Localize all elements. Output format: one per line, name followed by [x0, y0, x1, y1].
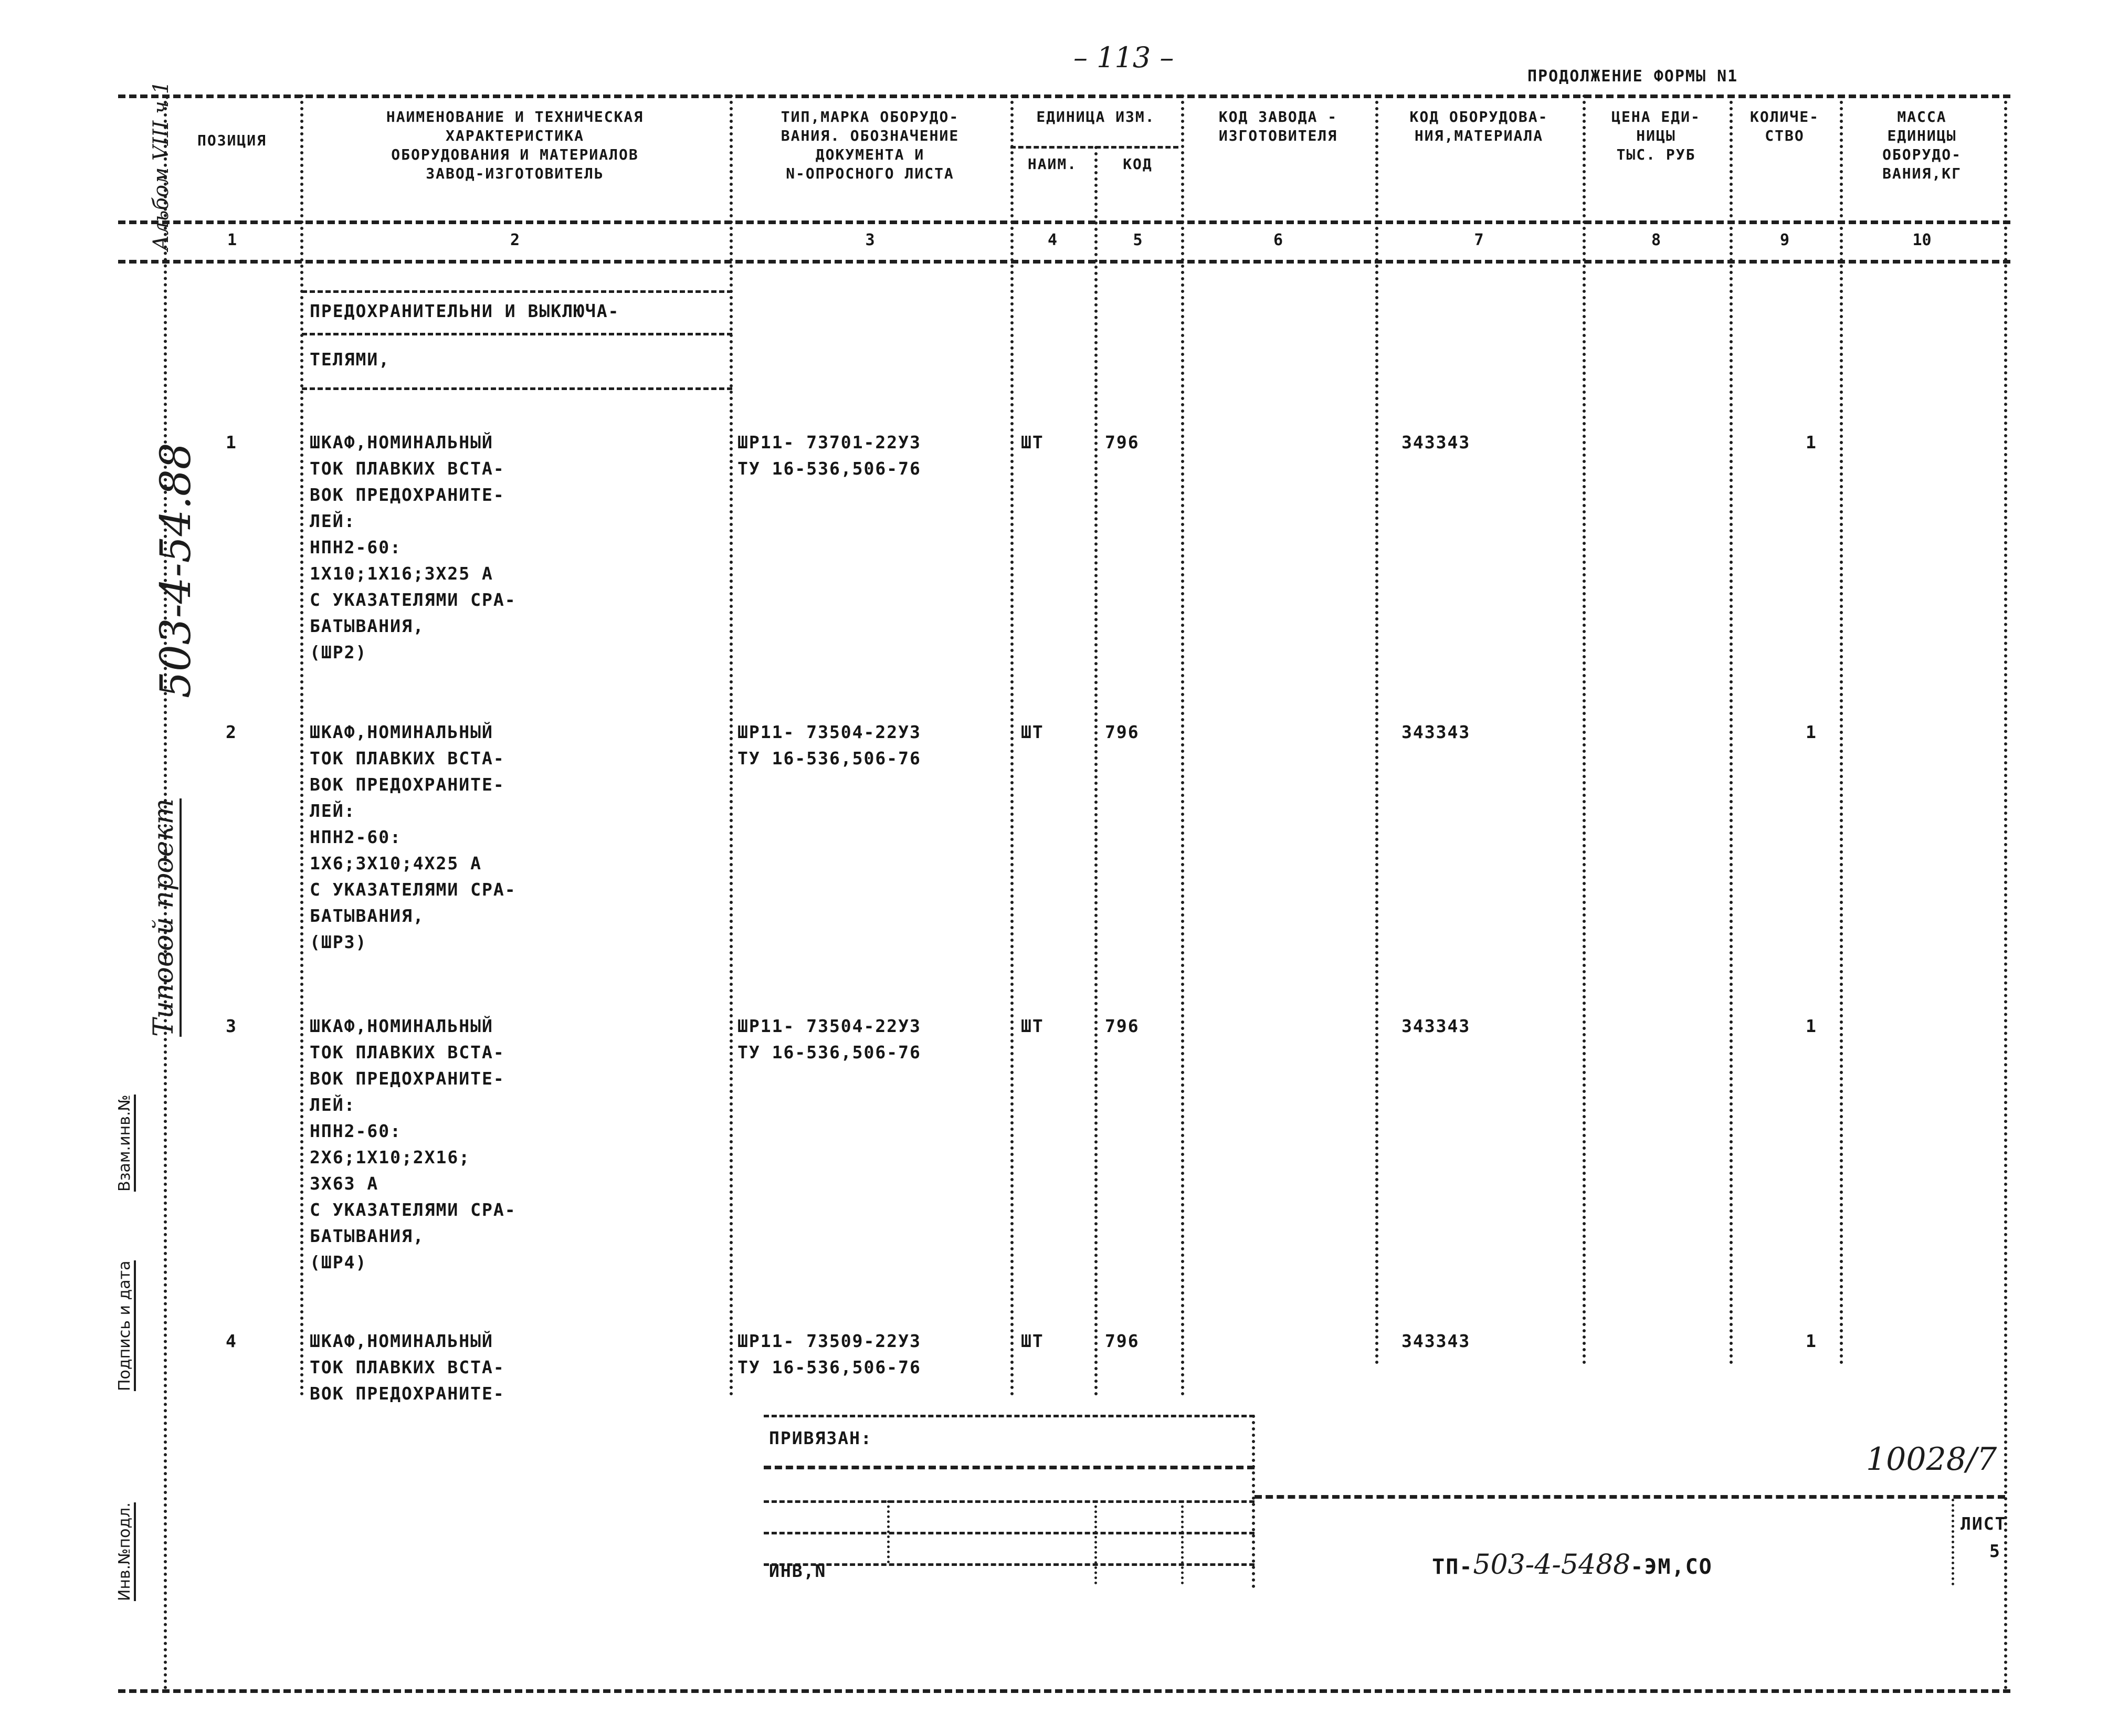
header-unit-price: ЦЕНА ЕДИ- НИЦЫ ТЫС. РУБ [1611, 108, 1701, 163]
row-type: ШР11- 73509-22У3 [737, 1331, 921, 1351]
row-unit-code: 796 [1105, 432, 1140, 453]
stamp-inv-label: ИНВ,N [769, 1561, 827, 1581]
section-title-line-2: ТЕЛЯМИ, [310, 349, 391, 370]
col-divider-4 [1094, 146, 1098, 1396]
row-material-code: 343343 [1401, 432, 1471, 453]
section-title-line-1: ПРЕДОХРАНИТЕЛЬНИ И ВЫКЛЮЧА- [310, 301, 620, 321]
row-name-line: ВОК ПРЕДОХРАНИТЕ- [310, 774, 505, 795]
col-divider-3 [1010, 94, 1014, 1396]
drawing-number [1407, 1525, 1713, 1581]
col-divider-8 [1730, 94, 1733, 1365]
row-name-line: БАТЫВАНИЯ, [310, 616, 425, 636]
page-number: – 113 – [1073, 41, 1174, 74]
header-material-code: КОД ОБОРУДОВА- НИЯ,МАТЕРИАЛА [1409, 108, 1548, 144]
col-divider-6 [1375, 94, 1378, 1365]
swap-inv-label: Взам.инв.№ [115, 1095, 136, 1192]
row-name-line: ШКАФ,НОМИНАЛЬНЫЙ [310, 722, 493, 742]
row-name-line: ЛЕЙ: [310, 801, 356, 821]
table-top-border [118, 94, 2010, 98]
row-name-line: ВОК ПРЕДОХРАНИТЕ- [310, 1068, 505, 1089]
row-position: 4 [226, 1331, 237, 1351]
header-type: ТИП,МАРКА ОБОРУДО- ВАНИЯ. ОБОЗНАЧЕНИЕ ДОКУМЕНТА И N-ОПРОСНОГО ЛИСТА [781, 108, 960, 182]
col-divider-2 [730, 94, 733, 1396]
row-name-line: ЛЕЙ: [310, 1095, 356, 1115]
header-name: НАИМЕНОВАНИЕ И ТЕХНИЧЕСКАЯ ХАРАКТЕРИСТИКА ОБОРУДОВАНИЯ И МАТЕРИАЛОВ ЗАВОД-ИЗГОТОВИТЕЛЬ [386, 108, 644, 182]
stamp-attached-label: ПРИВЯЗАН: [769, 1428, 872, 1448]
header-factory-code: КОД ЗАВОДА - ИЗГОТОВИТЕЛЯ [1218, 108, 1338, 144]
inv-orig-label: Инв.№подл. [115, 1502, 136, 1601]
row-name-line: ВОК ПРЕДОХРАНИТЕ- [310, 1383, 505, 1404]
row-quantity: 1 [1806, 1016, 1817, 1036]
drawing-code: 503-4-5488 [1473, 1549, 1631, 1581]
row-name-line: С УКАЗАТЕЛЯМИ СРА- [310, 879, 517, 900]
row-type: ШР11- 73504-22У3 [737, 1016, 921, 1036]
stamp-col-3 [1181, 1500, 1184, 1584]
row-name-line: ТОК ПЛАВКИХ ВСТА- [310, 1357, 505, 1377]
section-title-top-line [302, 290, 732, 293]
row-name-line: (ШР4) [310, 1252, 367, 1272]
col-number-3: 3 [865, 231, 875, 249]
row-name-line: ЛЕЙ: [310, 511, 356, 531]
sheet-number: 5 [1989, 1541, 2001, 1561]
row-name-line: ШКАФ,НОМИНАЛЬНЫЙ [310, 1016, 493, 1036]
section-title-bottom-line [302, 387, 732, 390]
stamp-col-2 [1094, 1500, 1097, 1584]
row-quantity: 1 [1806, 432, 1817, 453]
col-divider-1 [300, 94, 303, 1396]
row-name-line: НПН2-60: [310, 1121, 402, 1141]
column-numbers-bottom-line [118, 260, 2010, 264]
row-type: ШР11- 73701-22У3 [737, 432, 921, 453]
row-name-line: (ШР2) [310, 642, 367, 662]
col-number-6: 6 [1273, 231, 1283, 249]
row-unit-code: 796 [1105, 1331, 1140, 1351]
stamp-top-line [764, 1415, 1255, 1417]
row-type-spec: ТУ 16-536,506-76 [737, 458, 921, 479]
header-mass: МАССА ЕДИНИЦЫ ОБОРУДО- ВАНИЯ,КГ [1882, 108, 1962, 182]
row-name-line: 1X6;3X10;4X25 А [310, 853, 482, 874]
row-quantity: 1 [1806, 722, 1817, 742]
row-type-spec: ТУ 16-536,506-76 [737, 1357, 921, 1377]
col-number-7: 7 [1474, 231, 1484, 249]
typical-project-label: Типовой проект [148, 798, 182, 1037]
row-name-line: ТОК ПЛАВКИХ ВСТА- [310, 458, 505, 479]
left-frame-line [164, 94, 167, 1690]
row-unit: ШТ [1021, 1331, 1044, 1351]
header-position: ПОЗИЦИЯ [197, 132, 267, 149]
row-type-spec: ТУ 16-536,506-76 [737, 748, 921, 769]
row-name-line: ШКАФ,НОМИНАЛЬНЫЙ [310, 1331, 493, 1351]
album-label: Альбом VIII ч.1 [149, 81, 173, 251]
col-number-4: 4 [1047, 231, 1058, 249]
row-name-line: С УКАЗАТЕЛЯМИ СРА- [310, 1200, 517, 1220]
row-name-line: НПН2-60: [310, 827, 402, 847]
row-name-line: ТОК ПЛАВКИХ ВСТА- [310, 748, 505, 769]
col-divider-5 [1181, 94, 1184, 1396]
row-name-line: ШКАФ,НОМИНАЛЬНЫЙ [310, 432, 493, 453]
row-material-code: 343343 [1401, 1331, 1471, 1351]
row-position: 2 [226, 722, 237, 742]
row-name-line: С УКАЗАТЕЛЯМИ СРА- [310, 590, 517, 610]
form-continuation: ПРОДОЛЖЕНИЕ ФОРМЫ N1 [1527, 67, 1738, 86]
row-name-line: 1X10;1X16;3X25 А [310, 563, 493, 584]
title-block-line [1255, 1495, 2005, 1499]
row-name-line: БАТЫВАНИЯ, [310, 906, 425, 926]
stamp-col-1 [887, 1500, 890, 1563]
header-unit-code: КОД [1123, 155, 1153, 173]
registration-number: 10028/7 [1866, 1441, 1997, 1478]
col-number-9: 9 [1779, 231, 1790, 249]
row-material-code: 343343 [1401, 722, 1471, 742]
col-number-2: 2 [510, 231, 520, 249]
col-number-1: 1 [227, 231, 237, 249]
header-unit-name: НАИМ. [1027, 155, 1078, 173]
col-number-10: 10 [1912, 231, 1932, 249]
row-type-spec: ТУ 16-536,506-76 [737, 1042, 921, 1062]
header-bottom-line [118, 220, 2010, 224]
row-unit: ШТ [1021, 722, 1044, 742]
signature-date-label: Подпись и дата [115, 1261, 136, 1392]
row-name-line: 2X6;1X10;2X16; [310, 1147, 471, 1167]
project-code-side: 503-4-54.88 [151, 443, 200, 698]
row-unit: ШТ [1021, 1016, 1044, 1036]
header-quantity: КОЛИЧЕ- СТВО [1749, 108, 1819, 144]
stamp-col-4 [1252, 1415, 1255, 1588]
sheet-label: ЛИСТ [1961, 1513, 2007, 1534]
drawing-prefix: ТП- [1432, 1555, 1473, 1579]
row-name-line: ВОК ПРЕДОХРАНИТЕ- [310, 485, 505, 505]
drawing-suffix: -ЭМ,СО [1630, 1555, 1713, 1579]
row-unit-code: 796 [1105, 1016, 1140, 1036]
row-material-code: 343343 [1401, 1016, 1471, 1036]
sheet-box-line [1952, 1499, 1954, 1585]
col-number-5: 5 [1133, 231, 1143, 249]
right-frame-line [2004, 94, 2007, 1690]
row-name-line: НПН2-60: [310, 537, 402, 557]
row-type: ШР11- 73504-22У3 [737, 722, 921, 742]
row-unit: ШТ [1021, 432, 1044, 453]
row-position: 3 [226, 1016, 237, 1036]
section-title-mid-line [302, 333, 732, 335]
row-unit-code: 796 [1105, 722, 1140, 742]
row-name-line: ТОК ПЛАВКИХ ВСТА- [310, 1042, 505, 1062]
row-position: 1 [226, 432, 237, 453]
col-divider-9 [1840, 94, 1843, 1365]
row-name-line: (ШР3) [310, 932, 367, 952]
col-divider-7 [1583, 94, 1586, 1365]
table-bottom-border [118, 1689, 2010, 1693]
stamp-mid-line [764, 1466, 1255, 1469]
row-name-line: 3X63 А [310, 1173, 379, 1194]
header-unit: ЕДИНИЦА ИЗМ. [1036, 108, 1155, 125]
row-quantity: 1 [1806, 1331, 1817, 1351]
col-number-8: 8 [1651, 231, 1661, 249]
row-name-line: БАТЫВАНИЯ, [310, 1226, 425, 1246]
